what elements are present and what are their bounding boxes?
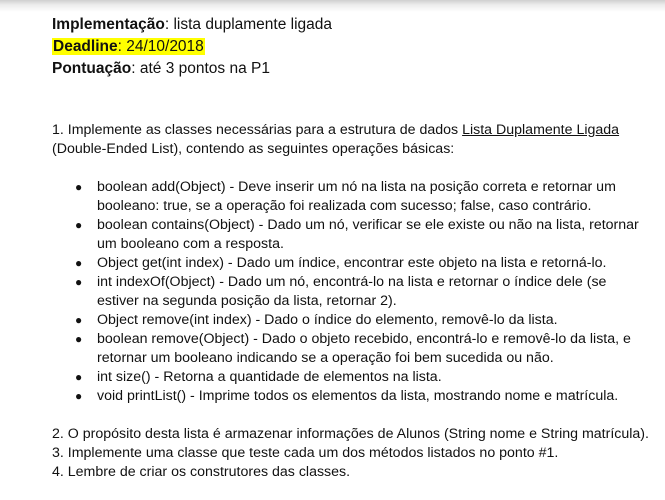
list-item [52,330,652,368]
item-4-paragraph: 4. Lembre de criar os construtores das classes. [52,464,351,480]
operation-text: Object get(int index) - Dado um índice, encontrar este objeto na lista e retorná-lo. [97,255,607,271]
bullet-icon: ● [75,370,83,384]
deadline-highlight [52,38,205,55]
implementation-label: Implementação [52,16,165,33]
item-1-paragraph [52,121,652,159]
score-value: : até 3 pontos na P1 [131,60,270,77]
item-1-prefix: 1. Implemente as classes necessárias para a estrutura de dados [52,122,463,138]
list-item [52,178,652,216]
score-label: Pontuação [52,60,132,77]
item-2-paragraph: 2. O propósito desta lista é armazenar informações de Alunos (String nome e String matrícula). [52,426,649,442]
operation-text: int size() - Retorna a quantidade de elementos na lista. [97,369,442,385]
deadline-line [52,36,652,58]
document-body [52,14,652,482]
doubly-linked-list-link[interactable]: Lista Duplamente Ligada [462,122,620,138]
operations-list [52,178,652,406]
operation-text: boolean contains(Object) - Dado um nó, verificar se ele existe ou não na lista, retornar um booleano com a resposta. [97,217,639,252]
bullet-icon: ● [75,180,83,194]
list-item [52,311,652,330]
top-shadow [0,0,665,12]
list-item [52,368,652,387]
bullet-icon: ● [75,218,83,232]
score-line [52,58,652,80]
bullet-icon: ● [75,275,83,289]
deadline-value: : 24/10/2018 [117,38,204,55]
list-item [52,254,652,273]
implementation-line [52,14,652,36]
bullet-icon: ● [75,313,83,327]
operation-text: boolean add(Object) - Deve inserir um nó na lista na posição correta e retornar um booleano: true, se a operação foi realizada com sucesso; false, caso contrário. [97,179,616,214]
deadline-label: Deadline [53,38,118,55]
operation-text: boolean remove(Object) - Dado o objeto recebido, encontrá-lo e removê-lo da lista, e retornar um booleano indicando se a operação foi bem sucedida ou não. [97,331,631,366]
operation-text: Object remove(int index) - Dado o índice do elemento, removê-lo da lista. [97,312,558,328]
item-3-paragraph: 3. Implemente uma classe que teste cada um dos métodos listados no ponto #1. [52,445,559,461]
implementation-value: : lista duplamente ligada [164,16,333,33]
list-item [52,216,652,254]
item-1-suffix: (Double-Ended List), contendo as seguintes operações básicas: [52,141,455,157]
operation-text: int indexOf(Object) - Dado um nó, encontrá-lo na lista e retornar o índice dele (se estiver na segunda posição da lista, retornar 2). [97,274,607,309]
bullet-icon: ● [75,332,83,346]
bullet-icon: ● [75,389,83,403]
bullet-icon: ● [75,256,83,270]
list-item [52,273,652,311]
list-item [52,387,652,406]
operation-text: void printList() - Imprime todos os elementos da lista, mostrando nome e matrícula. [97,388,619,404]
